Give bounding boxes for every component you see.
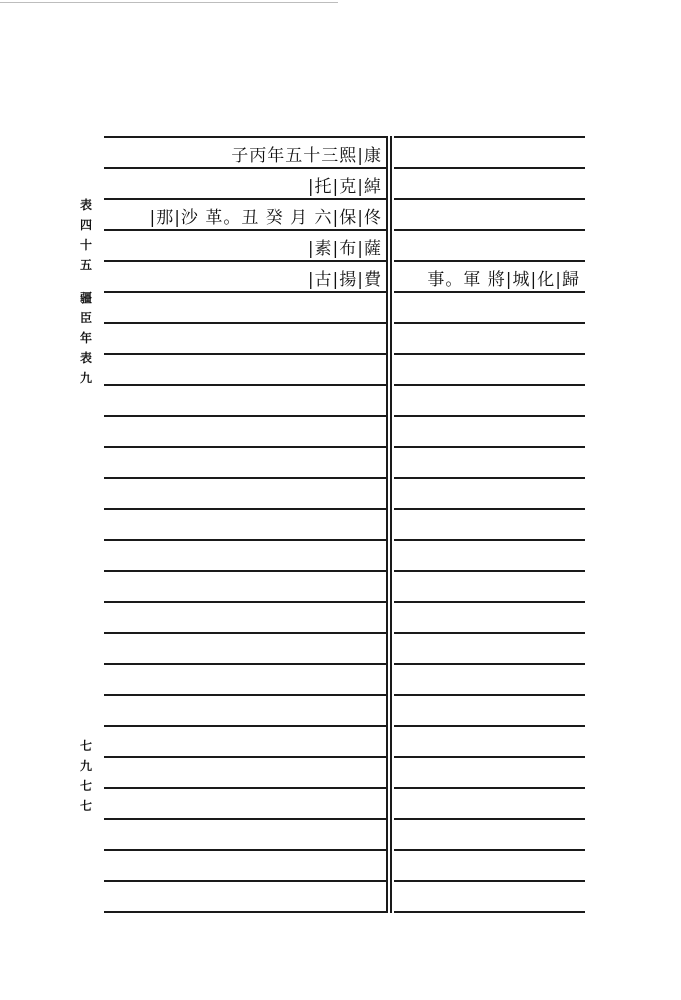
right-row-rule (394, 446, 585, 448)
left-row-rule (104, 353, 386, 355)
page-number-char: 七 (79, 739, 92, 753)
left-row-rule (104, 446, 386, 448)
left-row-rule (104, 570, 386, 572)
entry-left-cell: 子丙年五十三熙|康 (231, 146, 382, 166)
right-row-rule (394, 663, 585, 665)
right-row-rule (394, 849, 585, 851)
sidebar-subtitle-char: 臣 (79, 311, 92, 325)
right-row-rule (394, 632, 585, 634)
right-row-rule (394, 570, 585, 572)
left-row-rule (104, 415, 386, 417)
page-number-char: 九 (79, 759, 92, 773)
left-row-rule (104, 694, 386, 696)
left-row-rule (104, 384, 386, 386)
sidebar-title-char: 表 (79, 198, 92, 212)
right-row-rule (394, 601, 585, 603)
right-row-rule (394, 322, 585, 324)
left-row-rule (104, 601, 386, 603)
entry-left-cell: |那|沙 革。丑 癸 月 六|保|佟 (149, 208, 382, 228)
right-row-rule (394, 787, 585, 789)
sidebar-subtitle-char: 疆 (79, 291, 92, 305)
right-row-rule (394, 415, 585, 417)
left-row-rule (104, 663, 386, 665)
left-row-rule (104, 911, 386, 913)
left-row-rule (104, 477, 386, 479)
scan-top-rule (0, 2, 338, 3)
column-divider (386, 136, 388, 913)
left-row-rule (104, 725, 386, 727)
right-row-rule (394, 477, 585, 479)
left-row-rule (104, 756, 386, 758)
sidebar-table-subtitle (78, 288, 94, 388)
entry-right-cell: 事。軍 將|城|化|歸 (427, 270, 580, 290)
left-row-rule (104, 322, 386, 324)
entry-left-cell: |古|揚|費 (307, 270, 382, 290)
left-row-rule (104, 818, 386, 820)
sidebar-page-number (78, 736, 94, 816)
left-row-rule (104, 539, 386, 541)
right-row-rule (394, 353, 585, 355)
right-row-rule (394, 167, 585, 169)
right-row-rule (394, 229, 585, 231)
sidebar-subtitle-char: 年 (79, 331, 92, 345)
left-row-rule (104, 508, 386, 510)
sidebar-subtitle-char: 九 (79, 371, 92, 385)
left-row-rule (104, 880, 386, 882)
right-row-rule (394, 198, 585, 200)
entry-left-cell: |素|布|薩 (307, 239, 382, 259)
right-row-rule (394, 725, 585, 727)
right-row-rule (394, 508, 585, 510)
sidebar-title-char: 十 (79, 238, 92, 252)
sidebar-table-number (78, 195, 94, 275)
page-number-char: 七 (79, 799, 92, 813)
left-row-rule (104, 632, 386, 634)
page-number-char: 七 (79, 779, 92, 793)
right-row-rule (394, 136, 585, 138)
right-row-rule (394, 384, 585, 386)
left-row-rule (104, 787, 386, 789)
left-row-rule (104, 849, 386, 851)
right-row-rule (394, 539, 585, 541)
right-row-rule (394, 911, 585, 913)
right-row-rule (394, 880, 585, 882)
right-row-rule (394, 756, 585, 758)
right-row-rule (394, 694, 585, 696)
sidebar-subtitle-char: 表 (79, 351, 92, 365)
entry-left-cell: |托|克|綽 (307, 177, 382, 197)
column-divider (390, 136, 392, 913)
sidebar-title-char: 五 (79, 258, 92, 272)
sidebar-title-char: 四 (79, 218, 92, 232)
right-row-rule (394, 818, 585, 820)
